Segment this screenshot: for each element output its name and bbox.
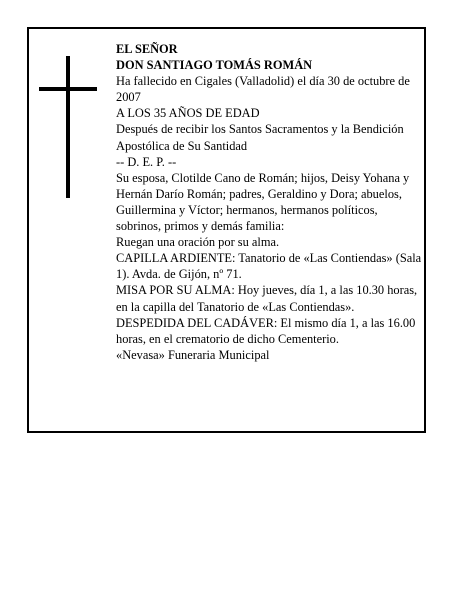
- obituary-text: [116, 41, 424, 363]
- honorific-line: EL SEÑOR: [116, 42, 178, 56]
- deceased-name: DON SANTIAGO TOMÁS ROMÁN: [116, 58, 313, 73]
- funeral-home-line: «Nevasa» Funeraria Municipal: [116, 347, 270, 362]
- mass-line: MISA POR SU ALMA: Hoy jueves, día 1, a las 10.30 horas, en la capilla del Tanatorio de «Las Contiendas».: [116, 283, 418, 314]
- rip-line: -- D. E. P. --: [116, 154, 177, 169]
- prayer-line: Ruegan una oración por su alma.: [116, 235, 280, 250]
- obituary-notice: [27, 27, 426, 433]
- cross-horizontal-bar: [39, 87, 97, 91]
- farewell-line: DESPEDIDA DEL CADÁVER: El mismo día 1, a las 16.00 horas, en el crematorio de dicho Cementerio.: [116, 315, 416, 346]
- sacraments-line: Después de recibir los Santos Sacramentos y la Bendición Apostólica de Su Santidad: [116, 122, 404, 153]
- death-statement: Ha fallecido en Cigales (Valladolid) el día 30 de octubre de 2007: [116, 74, 410, 105]
- age-line: A LOS 35 AÑOS DE EDAD: [116, 106, 260, 121]
- cross-vertical-bar: [66, 56, 70, 198]
- funeral-chapel-line: CAPILLA ARDIENTE: Tanatorio de «Las Contiendas» (Sala 1). Avda. de Gijón, nº 71.: [116, 251, 422, 282]
- family-line: Su esposa, Clotilde Cano de Román; hijos, Deisy Yohana y Hernán Darío Román; padres, Geraldino y Dora; abuelos, Guillermina y Víctor; hermanos, hermanos políticos, sobrinos, primos y demás familia:: [116, 170, 410, 234]
